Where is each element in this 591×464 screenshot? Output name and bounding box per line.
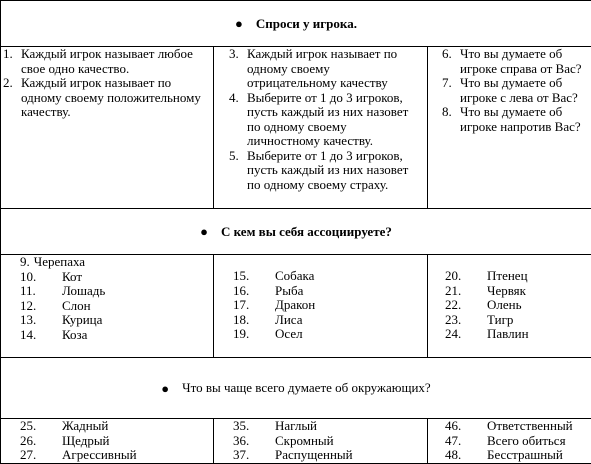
list-item: 47. Всего обиться [445,434,591,449]
list-item: 37. Распущенный [233,448,427,463]
question-column [1,47,214,209]
section-header-cell [1,358,591,419]
list-item: 6. Что вы думаете об игроке справа от Вас? [460,47,583,76]
section-body-row [1,419,591,464]
option-column [428,419,591,464]
question-column [428,47,591,209]
list-item: 18. Лиса [233,313,427,328]
list-item: 48. Бесстрашный [445,448,591,463]
list-item: 11. Лошадь [20,284,213,299]
section-title: Что вы чаще всего думаете об окружающих? [182,380,431,396]
option-column [1,419,214,464]
question-column [214,47,428,209]
bullet-icon: ● [161,382,169,395]
list-item: 24. Павлин [445,327,591,342]
option-column [214,255,428,358]
list-item: 15. Собака [233,269,427,284]
list-item: 8. Что вы думаете об игроке напротив Вас? [460,105,583,134]
list-item: 3. Каждый игрок называет по одному своему отрицательному качеству [247,47,419,91]
option-column [214,419,428,464]
option-column [1,255,214,358]
section-header-cell [1,1,591,47]
list-item: 7. Что вы думаете об игроке с лева от Вас? [460,76,583,105]
list-item: 25. Жадный [20,419,213,434]
list-item: 17. Дракон [233,298,427,313]
list-item: 1. Каждый игрок называет любое свое одно качество. [21,47,205,76]
list-item: 46. Ответственный [445,419,591,434]
list-item: 35. Наглый [233,419,427,434]
section-header-cell [1,209,591,255]
section-title: Спроси у игрока. [256,16,357,32]
list-item: 27. Агрессивный [20,448,213,463]
section-header-row [1,358,591,419]
list-item: 16. Рыба [233,284,427,299]
list-item: 13. Курица [20,313,213,328]
bullet-icon: ● [200,225,208,238]
section-body-row [1,255,591,358]
list-item: 36. Скромный [233,434,427,449]
option-column [428,255,591,358]
list-item: 4. Выберите от 1 до 3 игроков, пусть каждый из них назовет по одному своему личностному качеству. [247,91,419,149]
list-item: 9. Черепаха [20,255,213,270]
list-item: 5. Выберите от 1 до 3 игроков, пусть каждый из них назовет по одному своему страху. [247,149,419,193]
list-item: 14. Коза [20,328,213,343]
list-item: 26. Щедрый [20,434,213,449]
list-item: 20. Птенец [445,269,591,284]
section-body-row [1,47,591,209]
section-header-row [1,1,591,47]
list-item: 23. Тигр [445,313,591,328]
list-item: 12. Слон [20,299,213,314]
list-item: 2. Каждый игрок называет по одному своему положительному качеству. [21,76,205,120]
bullet-icon: ● [235,17,243,30]
section-title: С кем вы себя ассоциируете? [221,224,392,240]
section-header-row [1,209,591,255]
list-item: 22. Олень [445,298,591,313]
list-item: 21. Червяк [445,284,591,299]
list-item: 10. Кот [20,270,213,285]
list-item: 19. Осел [233,327,427,342]
